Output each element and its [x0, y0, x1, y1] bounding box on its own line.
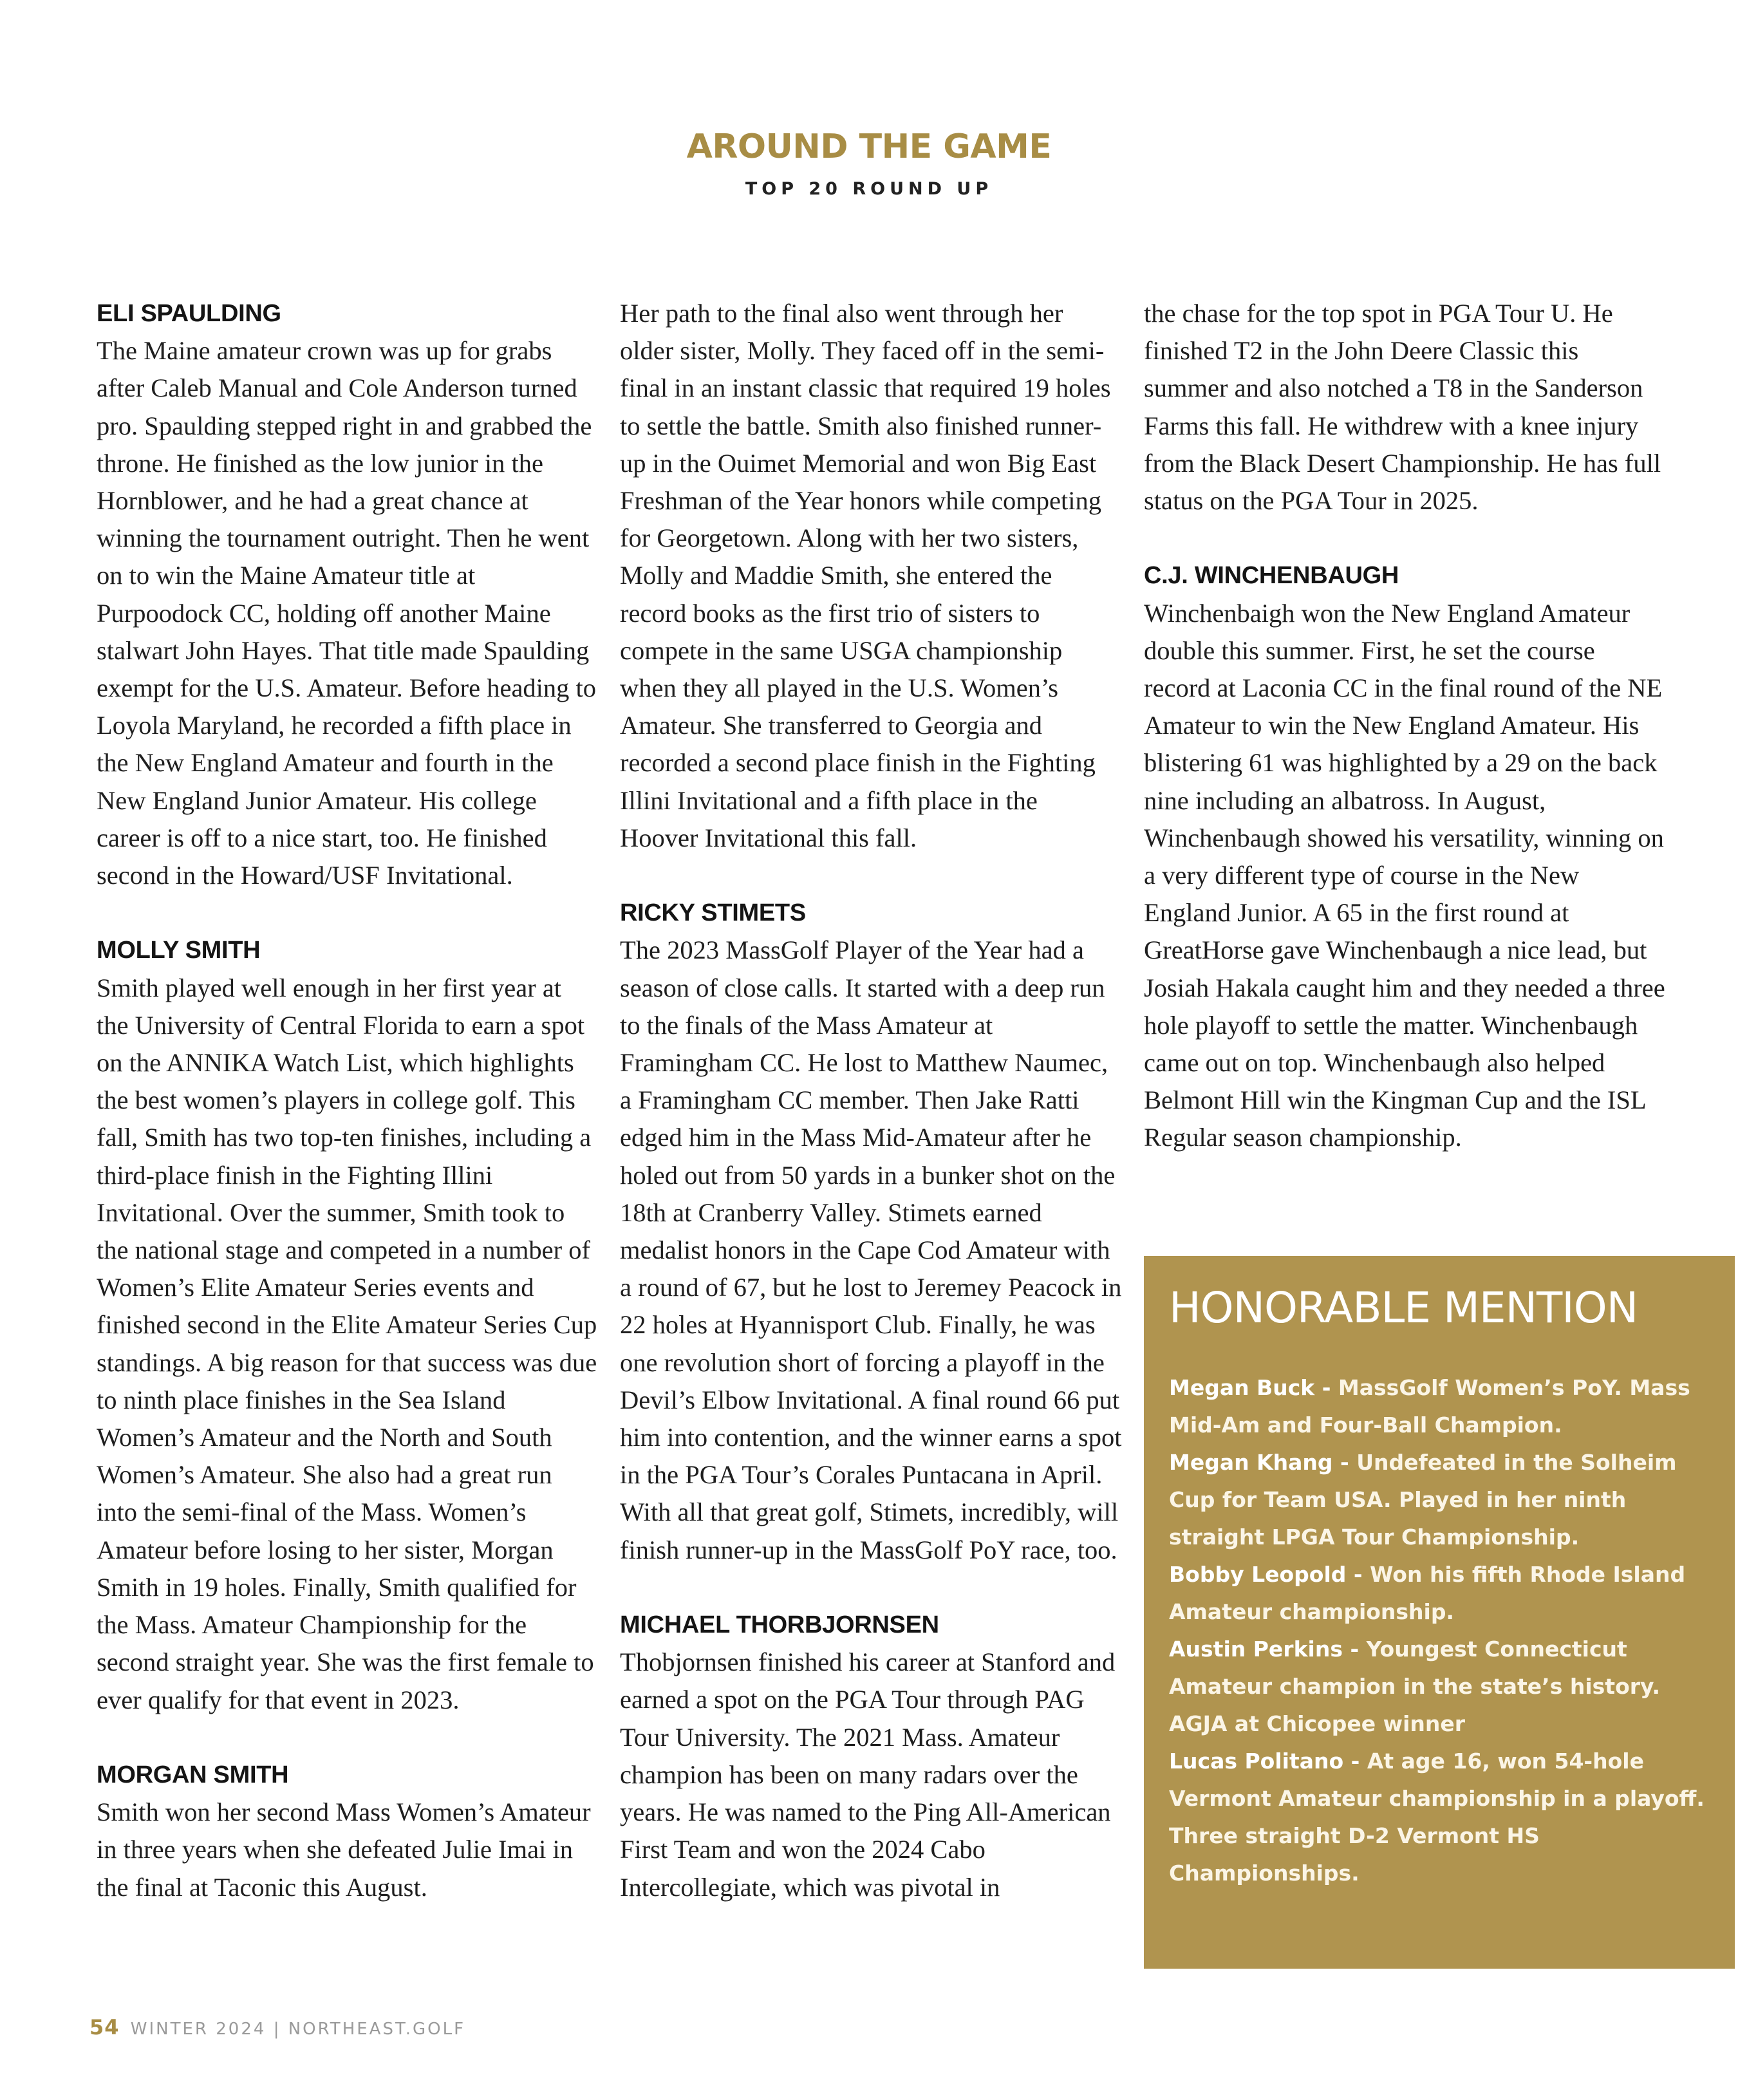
article-column-3 — [1144, 295, 1665, 1194]
player-body: Smith won her second Mass Women’s Amateur in three years when she defeated Julie Imai in the final at Taconic this August. — [97, 1797, 591, 1902]
mention-name: Megan Khang - — [1169, 1450, 1357, 1475]
mention-text: Youngest Connecticut Amateur champion in the state’s history. AGJA at Chicopee winner — [1169, 1636, 1661, 1736]
player-body: the chase for the top spot in PGA Tour U. He finished T2 in the John Deere Classic this summer and also notched a T8 in the Sanderson Farms this fall. He withdrew with a knee injury from the Black Desert Championship. He has full status on the PGA Tour in 2025. — [1144, 299, 1661, 516]
honorable-mention-item — [1169, 1369, 1709, 1444]
honorable-mention-item — [1169, 1631, 1709, 1743]
page-footer — [89, 2015, 465, 2039]
honorable-mention-item — [1169, 1743, 1709, 1892]
mention-name: Lucas Politano - — [1169, 1748, 1367, 1774]
player-body: Winchenbaigh won the New England Amateur double this summer. First, he set the course record at Laconia CC in the final round of the NE Amateur to win the New England Amateur. His blistering 61 was highlighted by a 29 on the back nine including an albatross. In August, Winchenbaugh showed his versatility, winning on a very different type of course in the New England Junior. A 65 in the first round at GreatHorse gave Winchenbaugh a nice lead, but Josiah Hakala caught him and they needed a three hole playoff to settle the matter. Winchenbaugh came out on top. Winchenbaugh also helped Belmont Hill win the Kingman Cup and the ISL Regular season championship. — [1144, 598, 1665, 1152]
player-entry — [97, 1756, 599, 1906]
player-body: Her path to the final also went through her older sister, Molly. They faced off in the semi-final in an instant classic that required 19 holes to settle the battle. Smith also finished runner-up in the Ouimet Memorial and won Big East Freshman of the Year honors while competing for Georgetown. Along with her two sisters, Molly and Maddie Smith, she entered the record books as the first trio of sisters to compete in the same USGA championship when they all played in the U.S. Women’s Amateur. She transferred to Georgia and recorded a second place finish in the Fighting Illini Invitational and a fifth place in the Hoover Invitational this fall. — [620, 299, 1111, 852]
mention-name: Austin Perkins - — [1169, 1636, 1367, 1662]
player-entry-continued — [620, 295, 1122, 857]
player-entry — [97, 932, 599, 1718]
player-heading: C.J. WINCHENBAUGH — [1144, 562, 1399, 590]
player-body: Thobjornsen finished his career at Stanford and earned a spot on the PGA Tour through PAG Tour University. The 2021 Mass. Amateur champion has been on many radars over the years. He was named to the Ping All-American First Team and won the 2024 Cabo Intercollegiate, which was pivotal in — [620, 1647, 1116, 1902]
mention-name: Megan Buck - — [1169, 1375, 1338, 1400]
player-body: Smith played well enough in her first year at the University of Central Florida to earn a spot on the ANNIKA Watch List, which highlights the best women’s players in college golf. This fall, Smith has two top-ten finishes, including a third-place finish in the Fighting Illini Invitational. Over the summer, Smith took to the national stage and competed in a number of Women’s Elite Amateur Series events and finished second in the Elite Amateur Series Cup standings. A big reason for that success was due to ninth place finishes in the Sea Island Women’s Amateur and the North and South Women’s Amateur. She also had a great run into the semi-final of the Mass. Women’s Amateur before losing to her sister, Morgan Smith in 19 holes. Finally, Smith qualified for the Mass. Amateur Championship for the second straight year. She was the first female to ever qualify for that event in 2023. — [97, 973, 597, 1714]
player-entry-continued — [1144, 295, 1665, 520]
mention-text: Undefeated in the Solheim Cup for Team USA. Played in her ninth straight LPGA Tour Championship. — [1169, 1450, 1677, 1550]
mention-text: Won his fifth Rhode Island Amateur championship. — [1169, 1562, 1686, 1624]
player-body: The Maine amateur crown was up for grabs after Caleb Manual and Cole Anderson turned pro. Spaulding stepped right in and grabbed the throne. He finished as the low junior in the Hornblower, and he had a great chance at winning the tournament outright. Then he went on to win the Maine Amateur title at Purpoodock CC, holding off another Maine stalwart John Hayes. That title made Spaulding exempt for the U.S. Amateur. Before heading to Loyola Maryland, he recorded a fifth place in the New England Amateur and fourth in the New England Junior Amateur. His college career is off to a nice start, too. He finished second in the Howard/USF Invitational. — [97, 336, 597, 890]
honorable-mention-item — [1169, 1444, 1709, 1556]
issue-info: WINTER 2024 | NORTHEAST.GOLF — [130, 2020, 466, 2039]
page-number: 54 — [89, 2015, 120, 2039]
player-entry — [620, 894, 1122, 1569]
player-entry — [620, 1606, 1122, 1906]
player-body: The 2023 MassGolf Player of the Year had a season of close calls. It started with a deep run to the finals of the Mass Amateur at Framingham CC. He lost to Matthew Naumec, a Framingham CC member. Then Jake Ratti edged him in the Mass Mid-Amateur after he holed out from 50 yards in a bunker shot on the 18th at Cranberry Valley. Stimets earned medalist honors in the Cape Cod Amateur with a round of 67, but he lost to Jeremey Peacock in 22 holes at Hyannisport Club. Finally, he was one revolution short of forcing a playoff in the Devil’s Elbow Invitational. A final round 66 put him into contention, and the winner earns a spot in the PGA Tour’s Corales Puntacana in April. With all that great golf, Stimets, incredibly, will finish runner-up in the MassGolf PoY race, too. — [620, 935, 1122, 1564]
honorable-mention-list — [1169, 1369, 1709, 1892]
article-column-1 — [97, 295, 599, 1944]
player-entry — [97, 295, 599, 894]
article-column-2 — [620, 295, 1122, 1944]
player-heading: MOLLY SMITH — [97, 937, 261, 964]
section-subtitle: TOP 20 ROUND UP — [745, 179, 993, 199]
player-heading: MICHAEL THORBJORNSEN — [620, 1611, 939, 1639]
mention-text: At age 16, won 54-hole Vermont Amateur championship in a playoff. Three straight D-2 Vermont HS Championships. — [1169, 1748, 1705, 1886]
honorable-mention-title: HONORABLE MENTION — [1169, 1283, 1638, 1333]
honorable-mention-box — [1144, 1256, 1735, 1969]
player-heading: RICKY STIMETS — [620, 899, 806, 927]
player-heading: MORGAN SMITH — [97, 1761, 289, 1788]
player-entry — [1144, 557, 1665, 1156]
honorable-mention-item — [1169, 1556, 1709, 1631]
mention-name: Bobby Leopold - — [1169, 1562, 1370, 1587]
player-heading: ELI SPAULDING — [97, 300, 281, 327]
section-title: AROUND THE GAME — [686, 127, 1052, 166]
mention-text: MassGolf Women’s PoY. Mass Mid-Am and Four-Ball Champion. — [1169, 1375, 1690, 1438]
